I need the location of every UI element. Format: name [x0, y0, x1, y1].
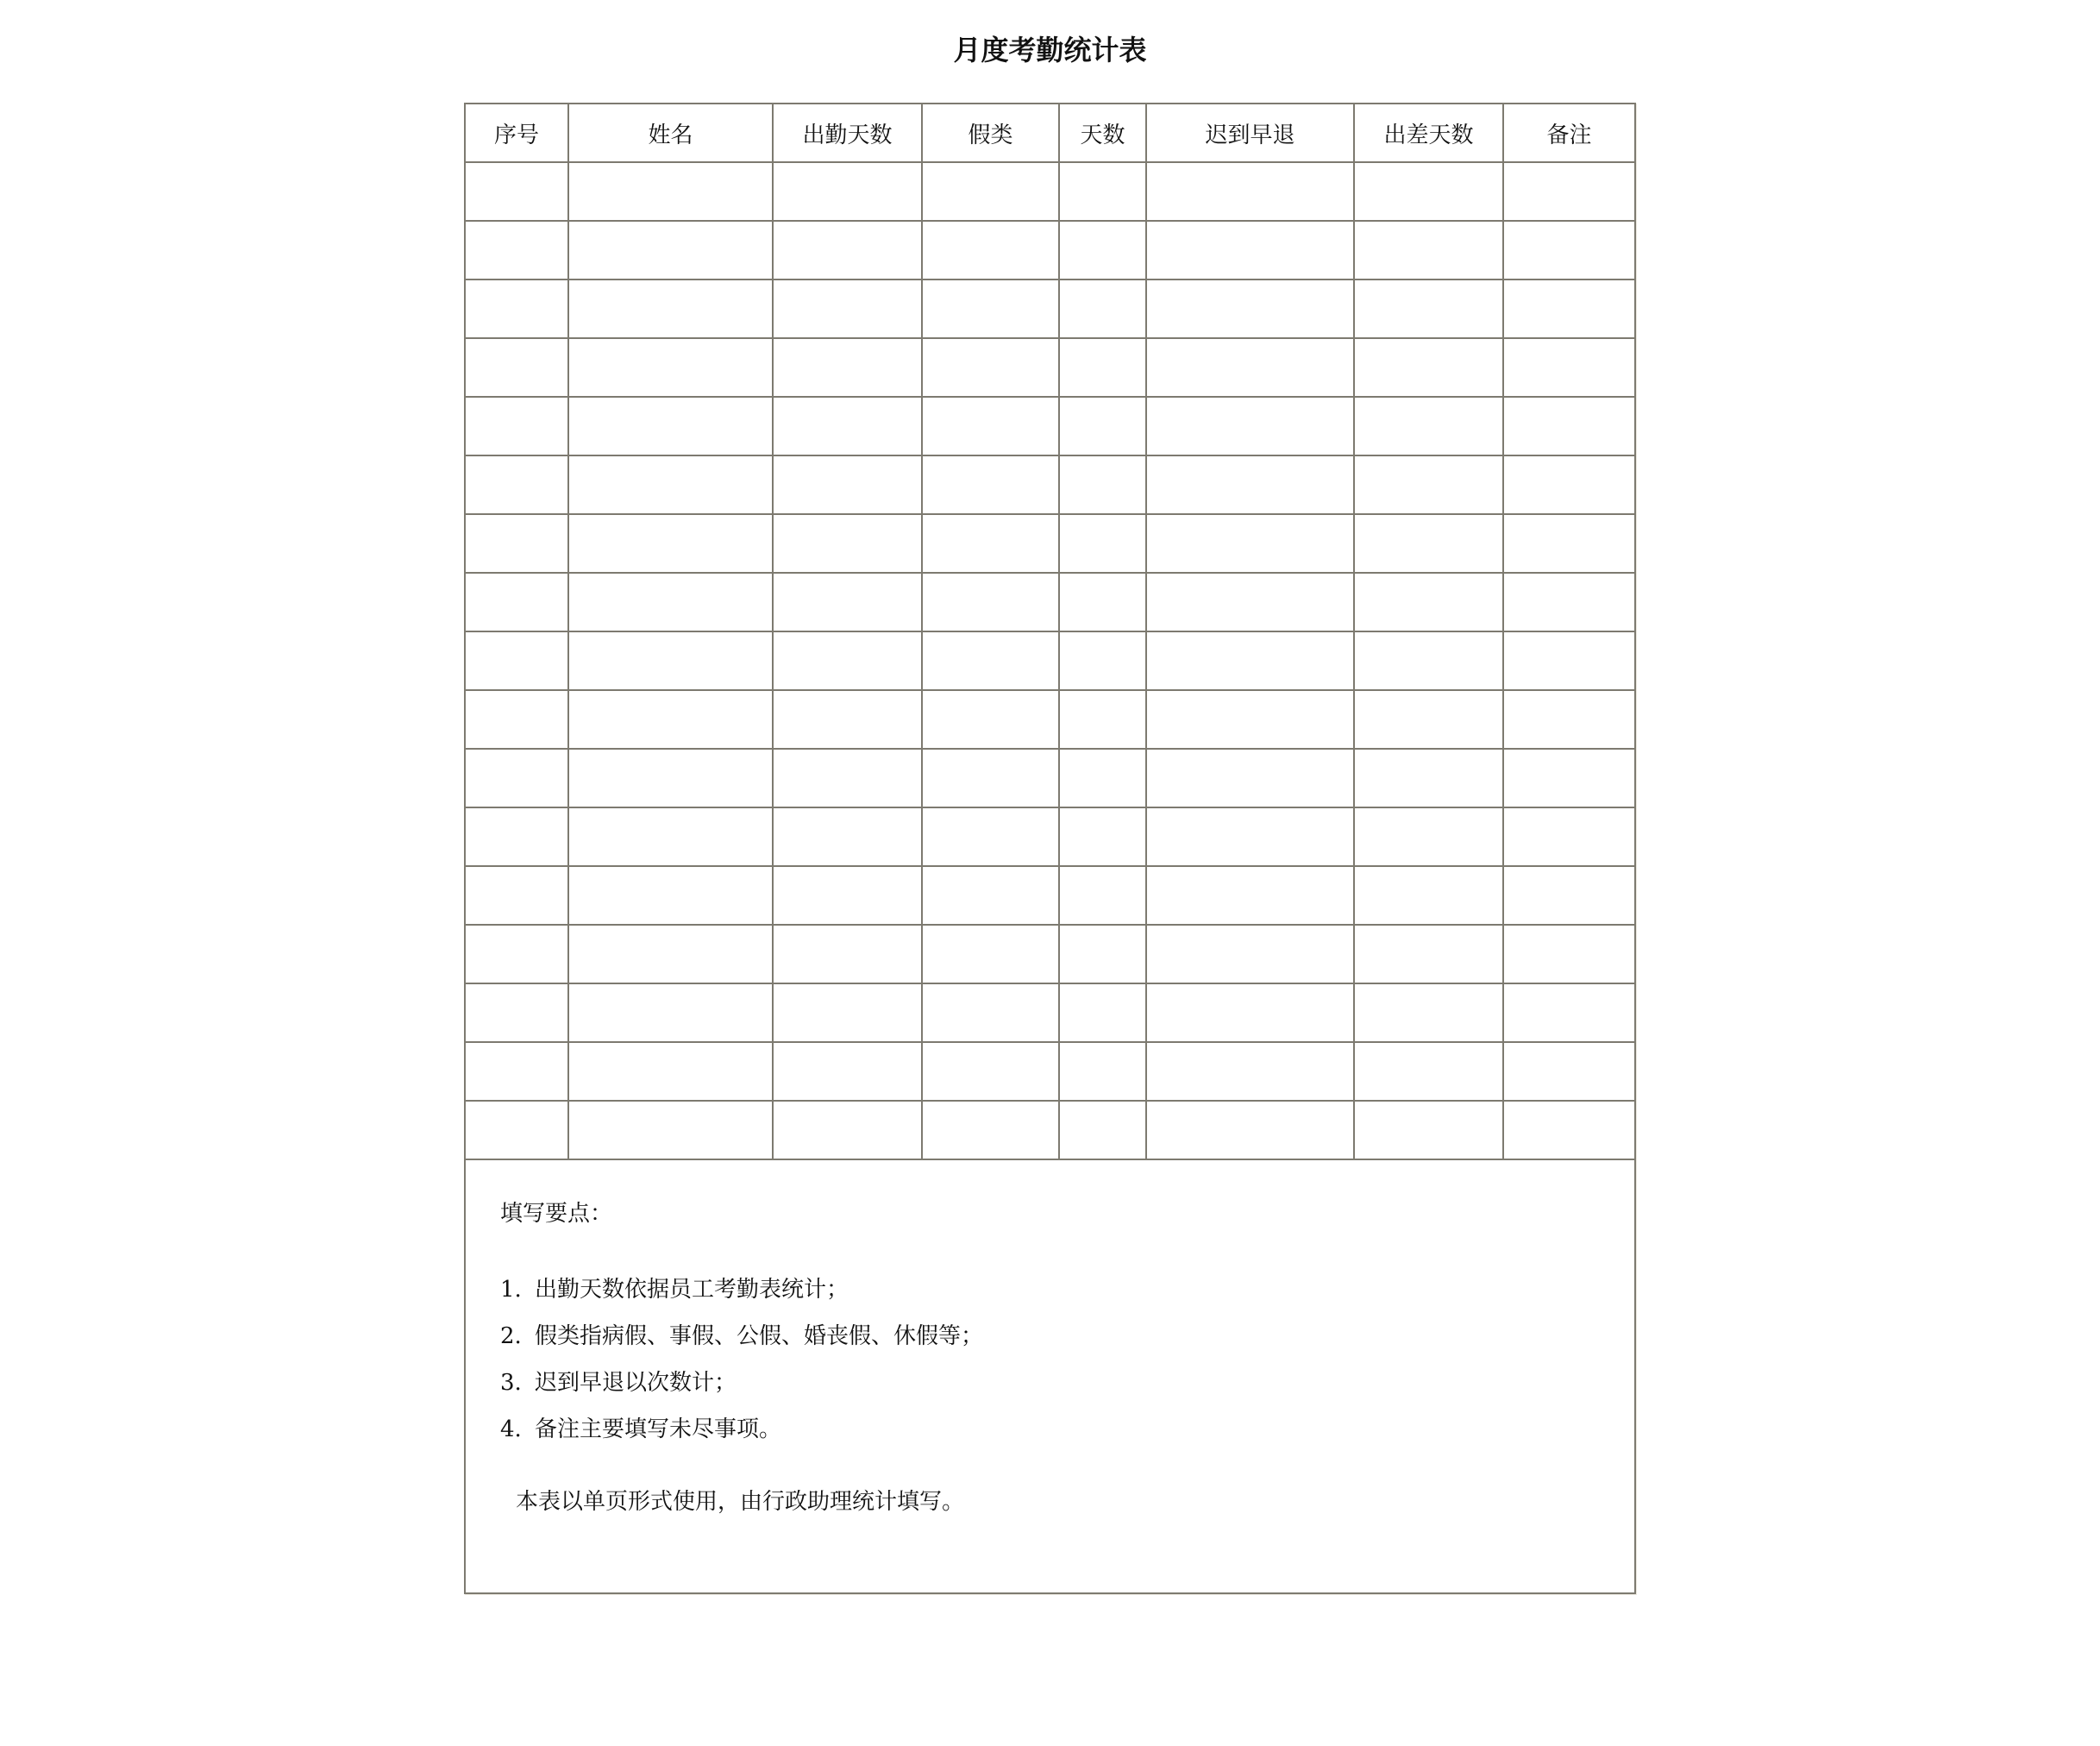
- table-cell[interactable]: [1354, 162, 1503, 221]
- table-cell[interactable]: [466, 397, 568, 455]
- notes-item: [500, 1322, 983, 1350]
- table-cell[interactable]: [1354, 514, 1503, 573]
- table-cell[interactable]: [1503, 279, 1634, 338]
- table-cell[interactable]: [773, 866, 922, 925]
- table-cell[interactable]: [773, 221, 922, 279]
- table-cell[interactable]: [1146, 455, 1354, 514]
- table-cell[interactable]: [1059, 866, 1146, 925]
- table-cell[interactable]: [1503, 925, 1634, 983]
- table-cell[interactable]: [1146, 221, 1354, 279]
- table-cell[interactable]: [922, 573, 1059, 631]
- table-cell[interactable]: [568, 1042, 773, 1101]
- table-cell[interactable]: [568, 631, 773, 690]
- table-row: [466, 279, 1634, 338]
- table-cell[interactable]: [466, 807, 568, 866]
- table-cell[interactable]: [568, 1101, 773, 1159]
- table-cell[interactable]: [466, 983, 568, 1042]
- table-cell[interactable]: [466, 925, 568, 983]
- table-row: [466, 573, 1634, 631]
- column-header-leave-days: 天数: [1059, 104, 1146, 162]
- table-cell[interactable]: [1354, 397, 1503, 455]
- table-cell[interactable]: [1059, 749, 1146, 807]
- table-row: [466, 983, 1634, 1042]
- table-row: [466, 455, 1634, 514]
- table-cell[interactable]: [1354, 631, 1503, 690]
- notes-item-number: 3.: [500, 1370, 522, 1396]
- notes-item-text: 假类指病假、事假、公假、婚丧假、休假等；: [535, 1323, 984, 1349]
- table-cell[interactable]: [1146, 983, 1354, 1042]
- table-row: [466, 1042, 1634, 1101]
- table-cell[interactable]: [466, 690, 568, 749]
- notes-section: [466, 1191, 1634, 1592]
- table-row: [466, 1101, 1634, 1159]
- column-header-serial-number: 序号: [466, 104, 568, 162]
- table-cell[interactable]: [773, 514, 922, 573]
- table-cell[interactable]: [1146, 1042, 1354, 1101]
- table-cell[interactable]: [773, 983, 922, 1042]
- table-cell[interactable]: [568, 983, 773, 1042]
- table-cell[interactable]: [1503, 221, 1634, 279]
- table-cell[interactable]: [922, 162, 1059, 221]
- table-cell[interactable]: [1059, 279, 1146, 338]
- table-cell[interactable]: [922, 1042, 1059, 1101]
- table-cell[interactable]: [1146, 807, 1354, 866]
- column-header-attendance-days: 出勤天数: [773, 104, 922, 162]
- table-cell[interactable]: [922, 631, 1059, 690]
- table-cell[interactable]: [1059, 397, 1146, 455]
- table-cell[interactable]: [1503, 983, 1634, 1042]
- table-cell[interactable]: [1503, 690, 1634, 749]
- table-cell[interactable]: [1146, 1101, 1354, 1159]
- table-cell[interactable]: [1059, 514, 1146, 573]
- table-cell[interactable]: [922, 455, 1059, 514]
- table-cell[interactable]: [1354, 690, 1503, 749]
- table-row: [466, 631, 1634, 690]
- table-cell[interactable]: [466, 573, 568, 631]
- table-cell[interactable]: [1503, 1042, 1634, 1101]
- notes-item-text: 迟到早退以次数计；: [535, 1370, 737, 1396]
- notes-item: [500, 1276, 849, 1303]
- column-header-leave-type: 假类: [922, 104, 1059, 162]
- table-cell[interactable]: [568, 690, 773, 749]
- table-cell[interactable]: [1354, 279, 1503, 338]
- table-row: [466, 807, 1634, 866]
- table-cell[interactable]: [773, 279, 922, 338]
- column-header-remarks: 备注: [1503, 104, 1634, 162]
- table-cell[interactable]: [922, 338, 1059, 397]
- table-cell[interactable]: [568, 397, 773, 455]
- table-cell[interactable]: [568, 573, 773, 631]
- table-cell[interactable]: [1354, 221, 1503, 279]
- table-cell[interactable]: [773, 925, 922, 983]
- table-cell[interactable]: [1059, 162, 1146, 221]
- table-cell[interactable]: [568, 925, 773, 983]
- table-cell[interactable]: [568, 162, 773, 221]
- table-cell[interactable]: [1146, 397, 1354, 455]
- table-cell[interactable]: [466, 749, 568, 807]
- table-cell[interactable]: [466, 162, 568, 221]
- table-cell[interactable]: [1059, 573, 1146, 631]
- table-cell[interactable]: [773, 397, 922, 455]
- table-cell[interactable]: [568, 866, 773, 925]
- table-cell[interactable]: [922, 514, 1059, 573]
- table-cell[interactable]: [922, 807, 1059, 866]
- attendance-table: [466, 104, 1634, 1160]
- table-cell[interactable]: [1146, 866, 1354, 925]
- table-cell[interactable]: [773, 1101, 922, 1159]
- table-cell[interactable]: [922, 279, 1059, 338]
- table-cell[interactable]: [1146, 573, 1354, 631]
- notes-item-number: 4.: [500, 1416, 522, 1442]
- table-row: [466, 397, 1634, 455]
- table-cell[interactable]: [1354, 1042, 1503, 1101]
- table-cell[interactable]: [1354, 807, 1503, 866]
- table-cell[interactable]: [1503, 162, 1634, 221]
- table-cell[interactable]: [568, 221, 773, 279]
- table-cell[interactable]: [568, 338, 773, 397]
- table-cell[interactable]: [1503, 1101, 1634, 1159]
- table-cell[interactable]: [922, 925, 1059, 983]
- table-cell[interactable]: [466, 1101, 568, 1159]
- table-row: [466, 866, 1634, 925]
- table-cell[interactable]: [1146, 279, 1354, 338]
- table-cell[interactable]: [1354, 338, 1503, 397]
- table-header-row: [466, 104, 1634, 162]
- table-cell[interactable]: [1146, 514, 1354, 573]
- table-cell[interactable]: [1059, 455, 1146, 514]
- notes-item-number: 2.: [500, 1323, 522, 1349]
- table-body: [466, 162, 1634, 1159]
- table-cell[interactable]: [1146, 631, 1354, 690]
- table-cell[interactable]: [1503, 631, 1634, 690]
- table-cell[interactable]: [922, 866, 1059, 925]
- table-cell[interactable]: [1059, 1101, 1146, 1159]
- table-cell[interactable]: [1503, 397, 1634, 455]
- table-cell[interactable]: [1503, 807, 1634, 866]
- table-cell[interactable]: [773, 162, 922, 221]
- table-cell[interactable]: [922, 749, 1059, 807]
- table-cell[interactable]: [1354, 866, 1503, 925]
- table-cell[interactable]: [1059, 690, 1146, 749]
- table-cell[interactable]: [1503, 866, 1634, 925]
- notes-footer: 本表以单页形式使用，由行政助理统计填写。: [516, 1489, 965, 1515]
- table-cell[interactable]: [568, 279, 773, 338]
- table-cell[interactable]: [1503, 455, 1634, 514]
- document-title: 月度考勤统计表: [953, 34, 1147, 66]
- table-row: [466, 749, 1634, 807]
- table-cell[interactable]: [1059, 631, 1146, 690]
- table-cell[interactable]: [466, 455, 568, 514]
- notes-item: [500, 1369, 737, 1397]
- table-cell[interactable]: [922, 221, 1059, 279]
- table-cell[interactable]: [1059, 1042, 1146, 1101]
- table-cell[interactable]: [1354, 983, 1503, 1042]
- table-cell[interactable]: [466, 279, 568, 338]
- table-row: [466, 338, 1634, 397]
- table-cell[interactable]: [773, 749, 922, 807]
- table-cell[interactable]: [466, 338, 568, 397]
- table-cell[interactable]: [773, 1042, 922, 1101]
- table-cell[interactable]: [1146, 690, 1354, 749]
- table-cell[interactable]: [773, 807, 922, 866]
- table-cell[interactable]: [922, 1101, 1059, 1159]
- table-cell[interactable]: [773, 573, 922, 631]
- table-cell[interactable]: [466, 1042, 568, 1101]
- table-cell[interactable]: [1354, 573, 1503, 631]
- notes-item: [500, 1416, 781, 1443]
- table-cell[interactable]: [922, 397, 1059, 455]
- column-header-name: 姓名: [568, 104, 773, 162]
- table-cell[interactable]: [1146, 338, 1354, 397]
- table-cell[interactable]: [1354, 1101, 1503, 1159]
- table-cell[interactable]: [773, 455, 922, 514]
- table-cell[interactable]: [1059, 221, 1146, 279]
- table-cell[interactable]: [1146, 749, 1354, 807]
- table-cell[interactable]: [1059, 807, 1146, 866]
- table-cell[interactable]: [466, 514, 568, 573]
- table-cell[interactable]: [1146, 162, 1354, 221]
- notes-item-number: 1.: [500, 1277, 522, 1303]
- column-header-business-trip-days: 出差天数: [1354, 104, 1503, 162]
- notes-item-text: 备注主要填写未尽事项。: [535, 1416, 782, 1442]
- table-cell[interactable]: [1059, 338, 1146, 397]
- table-cell[interactable]: [1354, 455, 1503, 514]
- table-cell[interactable]: [922, 690, 1059, 749]
- table-cell[interactable]: [773, 338, 922, 397]
- table-cell[interactable]: [466, 221, 568, 279]
- table-cell[interactable]: [1503, 749, 1634, 807]
- column-header-late-early-leave: 迟到早退: [1146, 104, 1354, 162]
- table-row: [466, 221, 1634, 279]
- table-cell[interactable]: [1146, 925, 1354, 983]
- table-row: [466, 514, 1634, 573]
- table-cell[interactable]: [1354, 749, 1503, 807]
- table-cell[interactable]: [568, 807, 773, 866]
- table-cell[interactable]: [568, 455, 773, 514]
- attendance-sheet: [464, 103, 1636, 1594]
- table-cell[interactable]: [1503, 514, 1634, 573]
- table-cell[interactable]: [1503, 338, 1634, 397]
- table-cell[interactable]: [1059, 925, 1146, 983]
- table-cell[interactable]: [568, 749, 773, 807]
- table-cell[interactable]: [1503, 573, 1634, 631]
- table-row: [466, 162, 1634, 221]
- notes-item-text: 出勤天数依据员工考勤表统计；: [535, 1277, 849, 1303]
- table-row: [466, 690, 1634, 749]
- table-cell[interactable]: [466, 866, 568, 925]
- table-cell[interactable]: [773, 690, 922, 749]
- notes-heading: 填写要点：: [500, 1201, 613, 1227]
- table-cell[interactable]: [466, 631, 568, 690]
- table-row: [466, 925, 1634, 983]
- table-cell[interactable]: [1059, 983, 1146, 1042]
- table-cell[interactable]: [773, 631, 922, 690]
- table-cell[interactable]: [568, 514, 773, 573]
- table-cell[interactable]: [1354, 925, 1503, 983]
- table-cell[interactable]: [922, 983, 1059, 1042]
